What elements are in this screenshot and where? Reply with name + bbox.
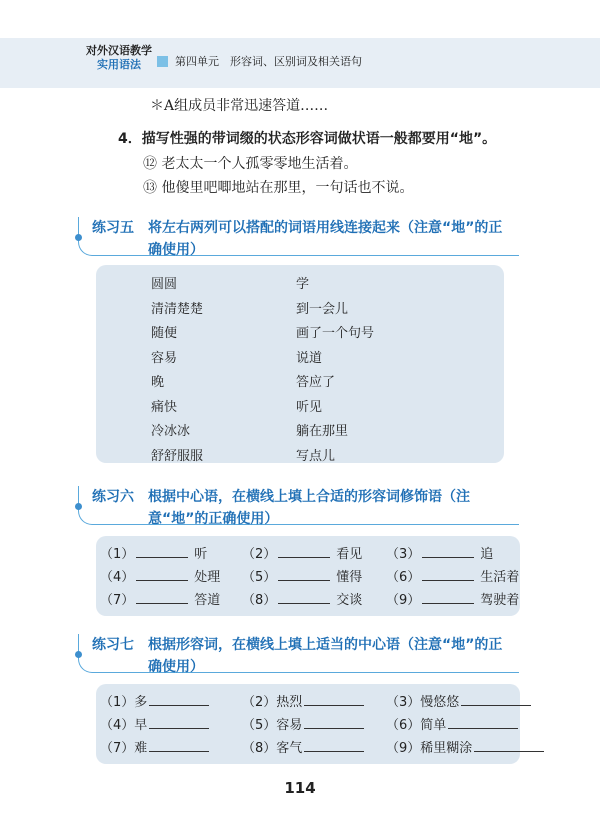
fill-item — [242, 589, 362, 608]
item-word: 多 — [134, 695, 148, 710]
rule-text: 4．描写性强的带词缀的状态形容词做状语一般都要用“地”。 — [118, 131, 497, 147]
item-number: （9） — [386, 741, 421, 756]
item-word: 交谈 — [336, 593, 363, 608]
heading-dot — [75, 651, 82, 658]
left-column-item[interactable]: 圆圆 — [151, 277, 178, 292]
item-number: （9） — [386, 593, 421, 608]
exercise-7-title: 根据形容词，在横线上填上适当的中心语（注意“地”的正确使用） — [148, 637, 503, 675]
item-word: 客气 — [276, 741, 303, 756]
item-word: 懂得 — [336, 570, 363, 585]
heading-dot — [75, 234, 82, 241]
item-number: （1） — [100, 695, 135, 710]
fill-item — [386, 737, 544, 756]
exercise-6-box — [96, 536, 520, 616]
fill-item — [386, 714, 518, 733]
item-number: （3） — [386, 695, 421, 710]
item-number: （2） — [242, 547, 277, 562]
item-word: 驾驶着 — [480, 593, 520, 608]
right-column-item[interactable]: 写点儿 — [296, 448, 336, 464]
exercise-7-box — [96, 684, 520, 764]
item-word: 答道 — [194, 593, 221, 608]
answer-blank[interactable] — [422, 545, 474, 558]
item-number: （3） — [386, 547, 421, 562]
right-column-item[interactable]: 说道 — [296, 350, 323, 366]
fill-item — [242, 691, 364, 710]
fill-item — [100, 737, 209, 756]
item-word: 容易 — [276, 718, 303, 733]
answer-blank[interactable] — [474, 739, 544, 752]
item-word: 简单 — [420, 718, 447, 733]
fill-item — [242, 737, 364, 756]
item-number: （6） — [386, 570, 421, 585]
answer-blank[interactable] — [136, 591, 188, 604]
item-word: 难 — [134, 741, 148, 756]
answer-blank[interactable] — [149, 716, 209, 729]
left-column-item[interactable]: 痛快 — [151, 399, 178, 415]
fill-item — [242, 714, 364, 733]
exercise-6-heading — [80, 486, 520, 532]
fill-item — [386, 691, 531, 710]
starred-example: ＊A组成员非常迅速答道…… — [150, 98, 329, 114]
fill-item — [100, 566, 220, 585]
left-column-item[interactable]: 晚 — [151, 375, 165, 390]
answer-blank[interactable] — [448, 716, 518, 729]
exercise-5-box — [96, 265, 504, 463]
answer-blank[interactable] — [422, 591, 474, 604]
example-13: ⑬ 他傻里吧唧地站在那里，一句话也不说。 — [143, 180, 414, 196]
fill-item — [100, 589, 220, 608]
item-number: （2） — [242, 695, 277, 710]
exercise-7-heading — [80, 634, 520, 680]
answer-blank[interactable] — [422, 568, 474, 581]
answer-blank[interactable] — [136, 568, 188, 581]
item-number: （5） — [242, 718, 277, 733]
item-number: （8） — [242, 593, 277, 608]
item-number: （5） — [242, 570, 277, 585]
left-column-item[interactable]: 容易 — [151, 350, 178, 366]
fill-item — [386, 589, 519, 608]
page-number: 114 — [284, 779, 316, 797]
left-column-item[interactable]: 舒舒服服 — [151, 448, 204, 464]
exercise-5-label: 练习五 — [92, 220, 134, 236]
item-number: （4） — [100, 718, 135, 733]
exercise-6-title: 根据中心语，在横线上填上合适的形容词修饰语（注意“地”的正确使用） — [148, 489, 470, 527]
item-word: 追 — [480, 547, 494, 562]
right-column-item[interactable]: 躺在那里 — [296, 424, 349, 439]
right-column-item[interactable]: 听见 — [296, 399, 323, 415]
exercise-5-title: 将左右两列可以搭配的词语用线连接起来（注意“地”的正确使用） — [148, 220, 503, 258]
fill-item — [386, 543, 493, 562]
item-word: 看见 — [336, 547, 363, 562]
right-column-item[interactable]: 答应了 — [296, 375, 336, 390]
answer-blank[interactable] — [304, 739, 364, 752]
item-word: 早 — [134, 718, 148, 733]
book-title: 对外汉语教学 — [86, 44, 152, 57]
answer-blank[interactable] — [149, 739, 209, 752]
exercise-6-label: 练习六 — [92, 489, 134, 505]
right-column-item[interactable]: 到一会儿 — [296, 301, 349, 317]
answer-blank[interactable] — [278, 568, 330, 581]
answer-blank[interactable] — [304, 716, 364, 729]
item-word: 听 — [194, 547, 208, 562]
left-column-item[interactable]: 清清楚楚 — [151, 301, 204, 317]
unit-marker — [157, 56, 168, 67]
item-word: 生活着 — [480, 570, 520, 585]
left-column-item[interactable]: 冷冰冰 — [151, 424, 191, 439]
book-subtitle: 实用语法 — [97, 58, 141, 71]
right-column-item[interactable]: 学 — [296, 277, 310, 292]
book-title-block — [82, 44, 156, 72]
answer-blank[interactable] — [149, 693, 209, 706]
answer-blank[interactable] — [461, 693, 531, 706]
answer-blank[interactable] — [278, 545, 330, 558]
item-word: 处理 — [194, 570, 221, 585]
fill-item — [242, 543, 362, 562]
heading-dot — [75, 503, 82, 510]
item-number: （6） — [386, 718, 421, 733]
answer-blank[interactable] — [278, 591, 330, 604]
answer-blank[interactable] — [136, 545, 188, 558]
fill-item — [100, 543, 207, 562]
item-number: （8） — [242, 741, 277, 756]
fill-item — [100, 714, 209, 733]
example-12: ⑫ 老太太一个人孤零零地生活着。 — [143, 156, 358, 172]
item-number: （7） — [100, 741, 135, 756]
exercise-7-label: 练习七 — [92, 637, 134, 653]
left-column-item[interactable]: 随便 — [151, 326, 178, 341]
item-number: （4） — [100, 570, 135, 585]
item-word: 稀里糊涂 — [420, 741, 473, 756]
fill-item — [100, 691, 209, 710]
answer-blank[interactable] — [304, 693, 364, 706]
item-number: （1） — [100, 547, 135, 562]
fill-item — [386, 566, 519, 585]
fill-item — [242, 566, 362, 585]
exercise-5-heading — [80, 217, 520, 263]
item-number: （7） — [100, 593, 135, 608]
item-word: 慢悠悠 — [420, 695, 460, 710]
right-column-item[interactable]: 画了一个句号 — [296, 326, 375, 341]
item-word: 热烈 — [276, 695, 303, 710]
unit-title: 第四单元 形容词、区别词及相关语句 — [175, 55, 362, 68]
